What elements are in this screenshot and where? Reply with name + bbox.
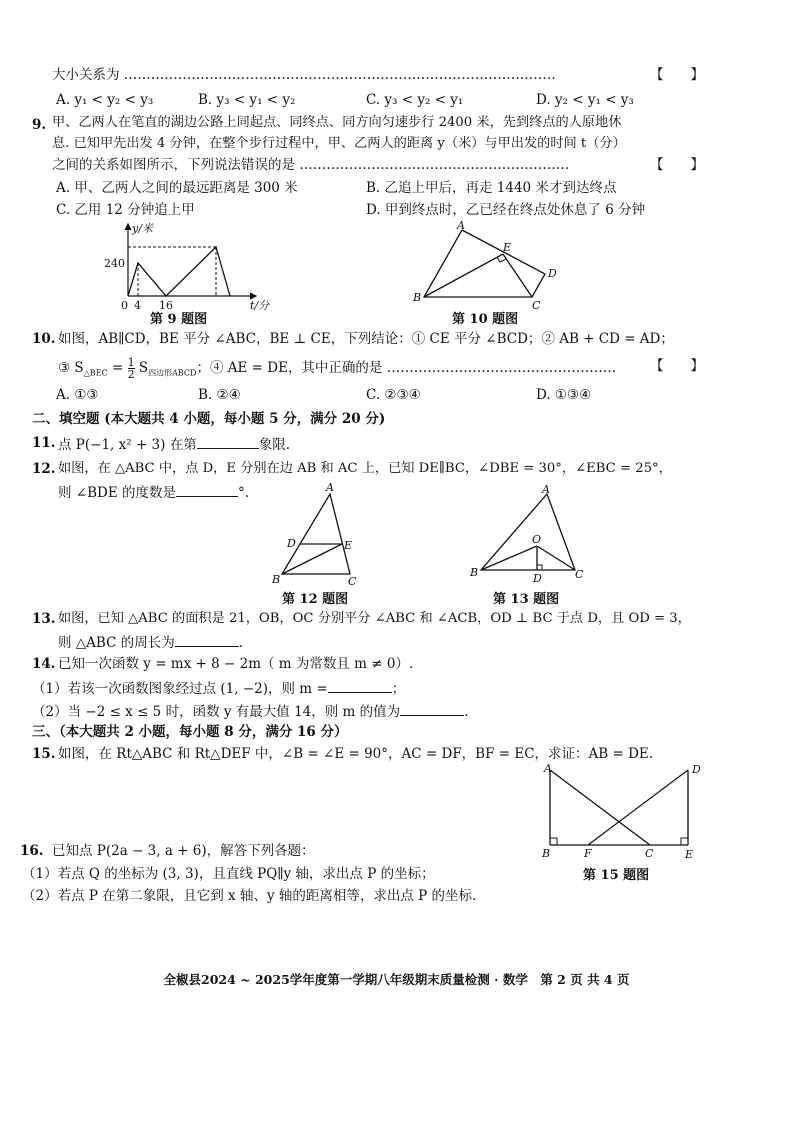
q8-tail-text: 大小关系为 …………………………………………………………………………………… [52,67,556,83]
q13-stem-line2: 则 △ABC 的周长为 . [58,632,243,652]
q15-figure-caption: 第 15 题图 [583,868,650,883]
q10-quadrilateral-figure [405,220,565,310]
q8-option-d: D. y₂ < y₁ < y₃ [536,92,634,108]
q10-answer-bracket: 【 】 [650,358,704,374]
page-footer: 全椒县2024 ~ 2025学年度第一学期八年级期末质量检测 · 数学 第 2 页 共 4 页 [163,972,630,987]
q10-label-d: D [548,267,557,280]
q9-number: 9. [32,117,47,133]
q14-part2: （2）当 −2 ≤ x ≤ 5 时，函数 y 有最大值 14，则 m 的值为 . [32,701,468,721]
q15-label-b: B [542,847,551,860]
q11-number: 11. [32,435,56,451]
q10-option-b: B. ②④ [198,387,241,403]
q15-number: 15. [32,746,56,762]
q14-part2-answer-blank[interactable] [400,701,464,716]
q12-triangle-abc [282,494,353,574]
q9-distance-curve [128,247,230,296]
q15-right-triangles-figure [538,760,713,860]
q9-stem-line2: 息. 已知甲先出发 4 分钟，在整个步行过程中，甲、乙两人的距离 y（米）与甲出发的时间 t（分） [52,136,626,151]
q9-x-tick-0: 0 [121,299,128,312]
q12-label-b: B [272,573,281,586]
q12-label-e: E [344,539,353,552]
q10-stem-line1: 如图，AB∥CD，BE 平分 ∠ABC，BE ⊥ CE，下列结论：① CE 平分 ∠BCD；② AB + CD = AD； [58,331,674,347]
q16-stem: 已知点 P(2a − 3, a + 6)，解答下列各题： [52,843,315,859]
q8-answer-bracket: 【 】 [650,67,704,83]
q10-segment-ec [503,254,532,297]
q10-label-c: C [532,299,541,312]
q10-option-a: A. ①③ [56,387,99,403]
q13-segment-oc [537,546,575,570]
q9-answer-bracket: 【 】 [650,157,704,173]
q13-stem-line1: 如图，已知 △ABC 的面积是 21，OB，OC 分别平分 ∠ABC 和 ∠ACB，OD ⊥ BC 于点 D，且 OD = 3， [58,611,691,626]
q12-stem-line1: 如图，在 △ABC 中，点 D，E 分别在边 AB 和 AC 上，已知 DE∥BC，∠DBE = 30°，∠EBC = 25°， [58,461,672,476]
q12-answer-blank[interactable] [176,482,238,497]
q14-number: 14. [32,656,56,672]
q9-figure-caption: 第 9 题图 [150,312,208,327]
q12-label-c: C [348,575,357,588]
q14-stem: 已知一次函数 y = mx + 8 − 2m（ m 为常数且 m ≠ 0）. [58,656,414,672]
q11-answer-blank[interactable] [197,434,259,449]
q10-stem-line2: ③ $S_{\triangle BEC}$ = $\frac{1}{2}$ $S_{四边形ABCD}$；④ AE = DE，其中正确的是 …………………………………………… [58,356,617,381]
q12-label-a: A [326,481,334,494]
q10-number: 10. [32,331,56,347]
q9-option-a: A. 甲、乙两人之间的最远距离是 300 米 [56,180,298,196]
q10-right-angle-mark [497,257,506,262]
q13-label-o: O [532,533,542,546]
q16-number: 16. [20,843,44,859]
q10-option-d: D. ①③④ [536,387,592,403]
q13-label-b: B [470,566,479,579]
q12-label-d: D [287,537,296,550]
q12-stem-line2: 则 ∠BDE 的度数是 °. [58,482,249,502]
q8-option-a: A. y₁ < y₂ < y₃ [56,92,154,108]
q15-label-e: E [685,848,694,861]
q9-option-c: C. 乙用 12 分钟追上甲 [56,202,195,218]
q9-y-tick-240: 240 [104,257,125,270]
q14-part1: （1）若该一次函数图象经过点 (1, −2)，则 m = ； [32,678,405,698]
q9-stem-line3: 之间的关系如图所示，下列说法错误的是 …………………………………………………… [52,157,570,173]
q13-segment-ob [481,546,537,570]
q12-number: 12. [32,461,56,477]
q13-number: 13. [32,611,56,627]
q15-label-f: F [584,847,592,860]
q15-stem: 如图，在 Rt△ABC 和 Rt△DEF 中，∠B = ∠E = 90°，AC = DF，BF = EC，求证：AB = DE. [58,746,654,762]
q8-option-c: C. y₃ < y₂ < y₁ [366,92,464,108]
q13-answer-blank[interactable] [175,632,239,647]
q13-label-c: C [575,568,584,581]
q15-right-angle-b [550,838,557,845]
q15-label-c: C [645,847,654,860]
q10-label-a: A [457,219,465,232]
section3-heading: 三、（本大题共 2 小题，每小题 8 分，满分 16 分） [32,724,348,740]
q8-option-b: B. y₃ < y₁ < y₂ [198,92,296,108]
q15-label-a: A [544,762,552,775]
q11-stem: 点 P(−1, x² + 3) 在第 象限. [58,434,290,454]
q9-stem-line1: 甲、乙两人在笔直的湖边公路上同起点、同终点、同方向匀速步行 2400 米，先到终点的人原地休 [52,115,622,130]
q13-triangle-figure [465,482,595,587]
q10-label-e: E [503,241,512,254]
q9-option-b: B. 乙追上甲后，再走 1440 米才到达终点 [366,180,617,196]
q10-option-c: C. ②③④ [366,387,421,403]
q13-label-a: A [542,483,550,496]
q9-option-d: D. 甲到终点时，乙已经在终点处休息了 6 分钟 [366,202,646,218]
q15-segment-df [588,770,688,845]
q13-label-d: D [533,572,542,585]
q15-label-d: D [692,763,701,776]
section2-heading: 二、填空题 (本大题共 4 小题，每小题 5 分，满分 20 分) [32,411,386,427]
q9-y-axis-label: y/米 [132,222,153,235]
q15-right-angle-e [681,838,688,845]
q15-segment-ac [550,770,650,845]
q10-label-b: B [413,291,422,304]
q13-triangle-abc [481,494,575,570]
q9-x-tick-16: 16 [159,299,173,312]
q16-part1: （1）若点 Q 的坐标为 (3, 3)，且直线 PQ∥y 轴，求出点 P 的坐标； [22,866,435,882]
q13-right-angle-mark [537,565,542,570]
q9-x-tick-4: 4 [134,299,141,312]
q9-x-axis-label: t/分 [250,299,270,312]
q14-part1-answer-blank[interactable] [328,678,392,693]
q13-figure-caption: 第 13 题图 [493,592,560,607]
q10-figure-caption: 第 10 题图 [452,312,519,327]
q9-distance-time-graph [100,220,290,315]
q12-triangle-figure [270,480,370,590]
q12-figure-caption: 第 12 题图 [282,592,349,607]
q16-part2: （2）若点 P 在第二象限，且它到 x 轴、y 轴的距离相等，求出点 P 的坐标. [22,888,477,904]
